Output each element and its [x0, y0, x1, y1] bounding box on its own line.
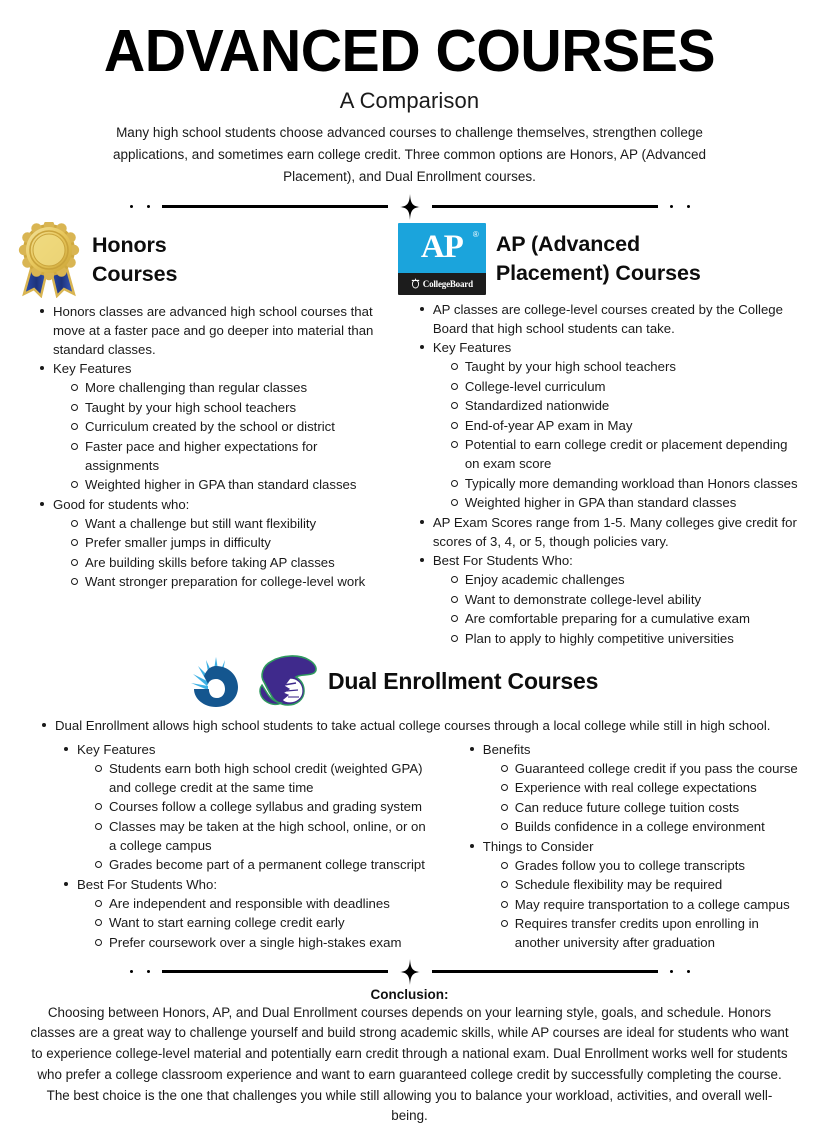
- sub-list: [53, 514, 388, 592]
- list-item: [64, 740, 432, 875]
- comparison-columns: [0, 222, 819, 649]
- dual-left-list: [42, 740, 432, 952]
- list-item: [40, 302, 388, 359]
- sub-list-item: Grades become part of a permanent college transcript: [95, 855, 432, 874]
- sub-list-item: Potential to earn college credit or placement depending on exam score: [451, 435, 801, 473]
- sub-list-item: Guaranteed college credit if you pass the course: [501, 759, 807, 778]
- divider-dot: [147, 205, 150, 208]
- dual-enrollment-lead: [0, 716, 819, 735]
- divider-ornament-bottom: [130, 961, 690, 983]
- divider-dot: [687, 205, 690, 208]
- list-item-text: Dual Enrollment allows high school students to take actual college courses through a local college while still in high school.: [55, 718, 771, 734]
- list-item-text: Benefits: [482, 741, 531, 757]
- sub-list-item: Are building skills before taking AP classes: [71, 553, 388, 572]
- page-subtitle: A Comparison: [339, 88, 480, 113]
- conclusion-label: Conclusion:: [370, 986, 449, 1002]
- divider-dot: [147, 970, 150, 973]
- sub-list-item: Enjoy academic challenges: [451, 570, 801, 589]
- list-item-text: Key Features: [53, 361, 132, 377]
- list-item: [420, 338, 801, 512]
- list-item: [42, 716, 799, 735]
- ap-title-line1: AP (Advanced: [495, 231, 640, 256]
- sub-list-item: Want to start earning college credit early: [95, 913, 432, 932]
- sub-list-item: Plan to apply to highly competitive universities: [451, 629, 801, 648]
- sub-list-item: Standardized nationwide: [451, 396, 801, 415]
- sub-list-item: Can reduce future college tuition costs: [501, 798, 807, 817]
- sub-list-item: Requires transfer credits upon enrolling in another university after graduation: [501, 914, 807, 952]
- four-point-star-icon: [400, 959, 420, 985]
- sub-list-item: More challenging than regular classes: [71, 378, 388, 397]
- list-item-text: Good for students who:: [53, 496, 190, 512]
- divider-dot: [670, 970, 673, 973]
- pirate-head-logo-icon: [254, 652, 320, 710]
- divider-line: [162, 205, 388, 208]
- list-item-text: Key Features: [77, 741, 156, 757]
- divider-line: [432, 970, 658, 973]
- acorn-icon: [411, 278, 420, 289]
- sub-list-item: Classes may be taken at the high school, online, or on a college campus: [95, 817, 432, 855]
- dual-lead-list: [42, 716, 799, 735]
- sub-list-item: Courses follow a college syllabus and grading system: [95, 797, 432, 816]
- divider-dot: [130, 205, 133, 208]
- list-item: [64, 875, 432, 952]
- sub-list-item: Curriculum created by the school or district: [71, 417, 388, 436]
- list-item: [470, 837, 807, 953]
- divider-line: [432, 205, 658, 208]
- sub-list: [483, 856, 807, 953]
- ap-logo-mark: [398, 223, 486, 273]
- sub-list-item: Students earn both high school credit (weighted GPA) and college credit at the same time: [95, 759, 432, 797]
- sub-list-item: Taught by your high school teachers: [451, 357, 801, 376]
- sub-list-item: Experience with real college expectations: [501, 778, 807, 797]
- sub-list: [483, 759, 807, 837]
- divider-dot: [670, 205, 673, 208]
- ap-collegeboard-logo: [398, 223, 486, 295]
- honors-column: [18, 222, 394, 649]
- sub-list-item: Are comfortable preparing for a cumulative exam: [451, 609, 801, 628]
- dual-enrollment-header: [0, 650, 819, 712]
- sub-list-item: Want stronger preparation for college-level work: [71, 572, 388, 591]
- honors-header: [18, 222, 388, 298]
- collegeboard-text: CollegeBoard: [422, 278, 473, 289]
- list-item: [420, 513, 801, 551]
- list-item-text: AP Exam Scores range from 1-5. Many colleges give credit for scores of 3, 4, or 5, though policies vary.: [432, 514, 797, 549]
- sub-list: [53, 378, 388, 494]
- list-item-text: AP classes are college-level courses created by the College Board that high school students can take.: [432, 301, 783, 336]
- infographic-page: [0, 18, 819, 1124]
- list-item-text: Key Features: [432, 340, 512, 356]
- list-item: [40, 495, 388, 592]
- sub-list: [433, 570, 801, 648]
- sub-list-item: Taught by your high school teachers: [71, 398, 388, 417]
- honors-title: [92, 231, 177, 289]
- ap-logo-text: AP: [420, 229, 463, 266]
- registered-mark-icon: ®: [472, 229, 479, 239]
- page-title: ADVANCED COURSES: [103, 18, 716, 84]
- dual-enrollment-columns: [0, 736, 819, 953]
- intro-paragraph: Many high school students choose advanced courses to challenge themselves, strengthen college applications, and sometimes earn college credit. Three common options are Honors, AP (Advanced Placement), and Dual Enrollment courses.: [112, 125, 707, 184]
- nautilus-shell-logo-icon: [186, 652, 246, 710]
- sub-list: [77, 759, 432, 875]
- dual-right-column: [440, 736, 807, 953]
- collegeboard-bar: [398, 273, 486, 295]
- dual-left-column: [42, 736, 440, 953]
- list-item-text: Best For Students Who:: [77, 876, 217, 892]
- divider-line: [162, 970, 388, 973]
- sub-list-item: Faster pace and higher expectations for assignments: [71, 437, 388, 475]
- divider-dot: [130, 970, 133, 973]
- list-item: [420, 300, 801, 338]
- sub-list-item: Prefer smaller jumps in difficulty: [71, 533, 388, 552]
- conclusion-body: Choosing between Honors, AP, and Dual Enrollment courses depends on your learning style, goals, and schedule. Honors classes are a great way to challenge yourself and build strong academic skills, while AP courses are ideal for students who want to experience college-level material and potentially earn credit through a national exam. Dual Enrollment works well for students who prefer a college classroom experience and want to earn guaranteed college credit by successfully completing the course. The best choice is the one that challenges you while still allowing you to balance your workload, activities, and overall well-being.: [30, 1004, 789, 1124]
- ap-header: [398, 222, 801, 296]
- sub-list: [77, 894, 432, 952]
- divider-ornament-top: [130, 196, 690, 218]
- sub-list-item: Builds confidence in a college environment: [501, 817, 807, 836]
- ap-title-line2: Placement) Courses: [495, 260, 701, 285]
- sub-list-item: College-level curriculum: [451, 377, 801, 396]
- list-item: [420, 551, 801, 648]
- sub-list: [433, 357, 801, 512]
- sub-list-item: Want to demonstrate college-level ability: [451, 590, 801, 609]
- sub-list-item: Typically more demanding workload than Honors classes: [451, 474, 801, 493]
- sub-list-item: Grades follow you to college transcripts: [501, 856, 807, 875]
- sub-list-item: Schedule flexibility may be required: [501, 875, 807, 894]
- list-item: [470, 740, 807, 837]
- ap-list: [398, 300, 801, 648]
- four-point-star-icon: [400, 194, 420, 220]
- divider-dot: [687, 970, 690, 973]
- list-item-text: Best For Students Who:: [432, 553, 573, 569]
- gold-medal-ribbon-icon: [18, 222, 82, 298]
- sub-list-item: Weighted higher in GPA than standard classes: [71, 475, 388, 494]
- list-item-text: Honors classes are advanced high school courses that move at a faster pace and go deeper into material than standard classes.: [53, 303, 374, 357]
- list-item: [40, 359, 388, 494]
- sub-list-item: End-of-year AP exam in May: [451, 416, 801, 435]
- sub-list-item: Want a challenge but still want flexibility: [71, 514, 388, 533]
- sub-list-item: Weighted higher in GPA than standard classes: [451, 493, 801, 512]
- dual-right-list: [448, 740, 807, 953]
- sub-list-item: May require transportation to a college campus: [501, 895, 807, 914]
- list-item-text: Things to Consider: [482, 838, 594, 854]
- sub-list-item: Prefer coursework over a single high-stakes exam: [95, 933, 432, 952]
- dual-enrollment-title: Dual Enrollment Courses: [328, 667, 599, 694]
- ap-column: [394, 222, 801, 649]
- sub-list-item: Are independent and responsible with deadlines: [95, 894, 432, 913]
- honors-title-line2: Courses: [92, 261, 178, 286]
- honors-list: [18, 302, 388, 592]
- honors-title-line1: Honors: [92, 232, 167, 257]
- ap-title: [496, 230, 701, 288]
